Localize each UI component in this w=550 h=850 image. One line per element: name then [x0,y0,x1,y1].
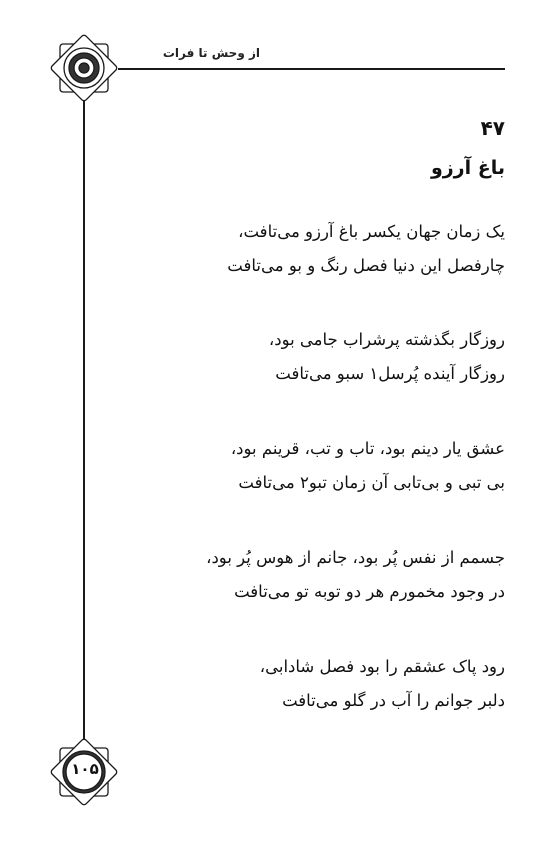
verse-line: یک زمان جهان یکسر باغ آرزو می‌تافت، [238,222,505,241]
stanza [125,650,505,718]
verse-line: روزگار آینده پُرسل۱ سبو می‌تافت [275,364,505,383]
verse-line: عشق یار دینم بود، تاب و تب، قرینم بود، [230,439,505,458]
verse-line: چارفصل این دنیا فصل رنگ و بو می‌تافت [227,256,505,275]
stanza [125,432,505,500]
stanza [125,323,505,391]
poem-title: باغ آرزو [430,157,505,179]
stanza [125,541,505,609]
rosette-ornament-icon [46,30,122,106]
verse-line: بی تبی و بی‌تابی آن زمان تبو۲ می‌تافت [238,473,505,492]
poem-number: ۴۷ [480,116,505,140]
verse-line: جسمم از نفس پُر بود، جانم از هوس پُر بود، [206,548,505,567]
verse-line: در وجود مخمورم هر دو توبه تو می‌تافت [234,582,505,601]
page-number: ۱۰۵ [71,760,99,778]
verse-line: دلبر جوانم را آب در گلو می‌تافت [282,691,505,710]
header-rule [118,68,505,70]
margin-rule [83,64,85,768]
running-title: از وحش تا فرات [162,46,260,60]
verse-line: روزگار بگذشته پرشراب جامی بود، [268,330,505,349]
verse-line: رود پاک عشقم را بود فصل شادابی، [259,657,505,676]
stanza [125,215,505,283]
